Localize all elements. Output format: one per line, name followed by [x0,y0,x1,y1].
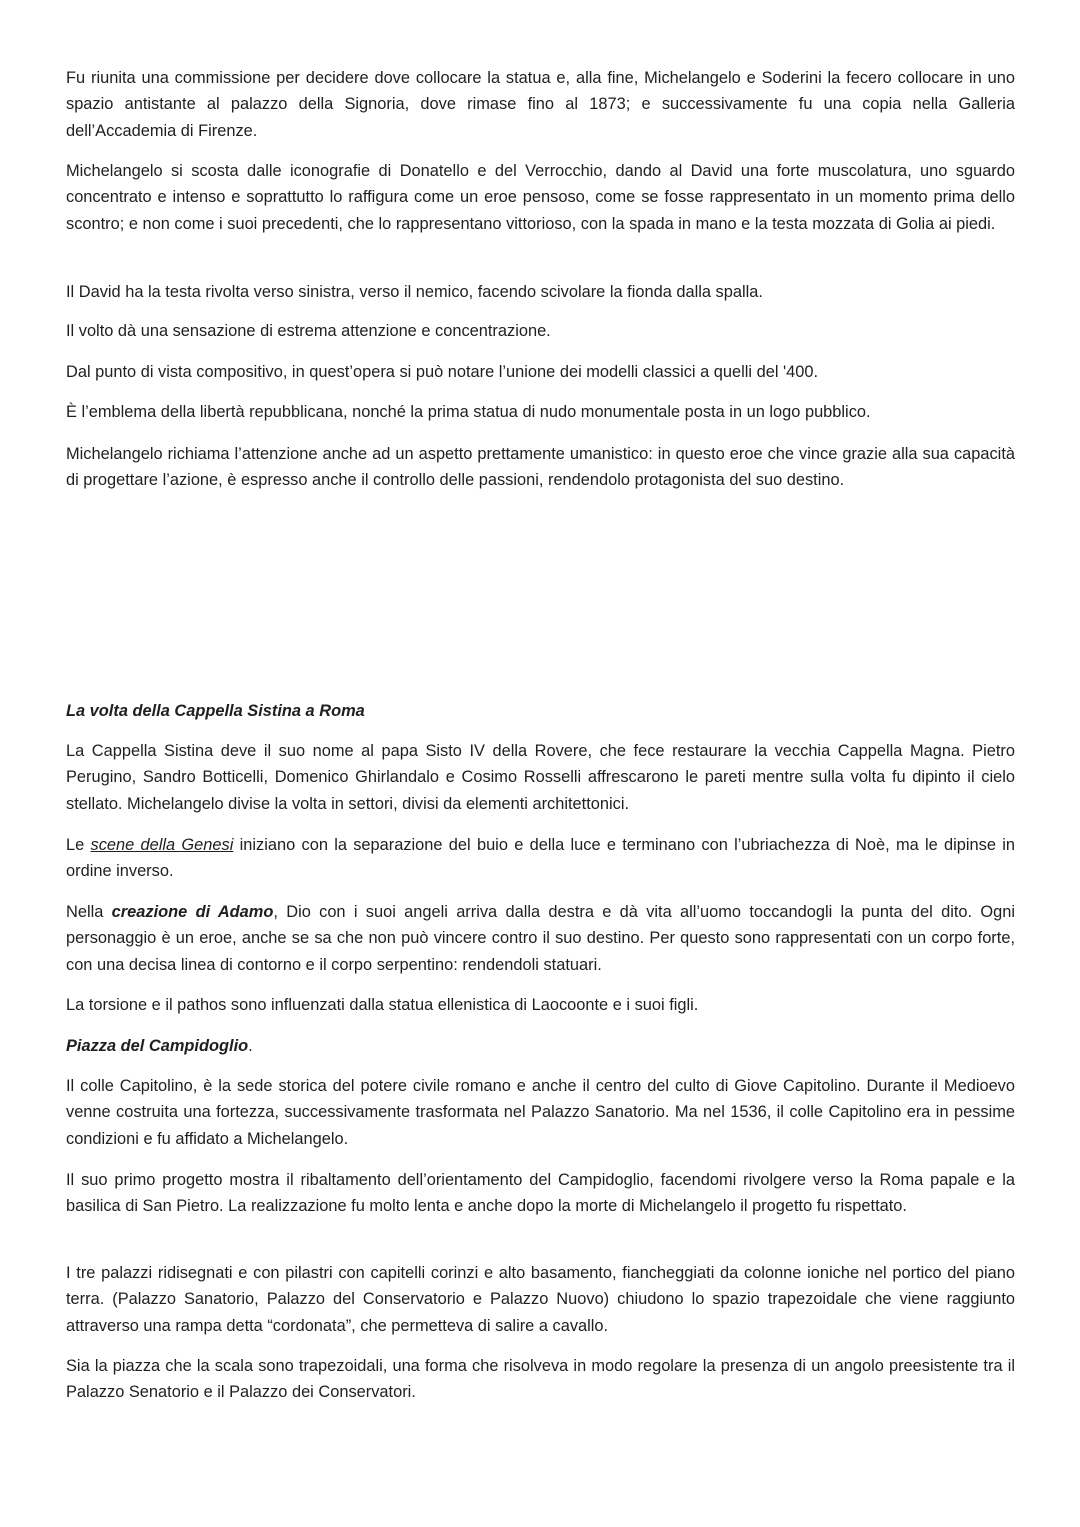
paragraph-laocoonte: La torsione e il pathos sono influenzati dalla statua ellenistica di Laocoonte e i suoi figli. [66,996,699,1014]
paragraph-commissione: Fu riunita una commissione per decidere dove collocare la statua e, alla fine, Michelangelo e Soderini la fecero collocare in uno spazio antistante al palazzo della Signoria, dove rimase fino al 1873; e successivamente fu una copia nella Galleria dell’Accademia di Firenze. [66,69,1015,140]
paragraph-genesi [66,832,1015,885]
section-heading-sistina: La volta della Cappella Sistina a Roma [66,702,365,720]
adamo-text-after: , Dio con i suoi angeli arriva dalla destra e dà vita all’uomo toccandogli la punta del dito. Ogni personaggio è un eroe, anche se sa che non può vincere contro il suo destino. Per questo sono rappresentati con un corpo forte, con una decisa linea di contorno e il corpo serpentino: rendendoli statuari. [66,903,1016,974]
paragraph-emblema: È l’emblema della libertà repubblicana, nonché la prima statua di nudo monumentale posta in un logo pubblico. [66,403,871,421]
paragraph-sistina-nome: La Cappella Sistina deve il suo nome al papa Sisto IV della Rovere, che fece restaurare la vecchia Cappella Magna. Pietro Perugino, Sandro Botticelli, Domenico Ghirlandalo e Cosimo Rosselli affrescarono le pareti mentre sulla volta fu dipinto il cielo stellato. Michelangelo divise la volta in settori, divisi da elementi architettonici. [66,742,1015,813]
paragraph-testa-rivolta: Il David ha la testa rivolta verso sinistra, verso il nemico, facendo scivolare la fionda dalla spalla. [66,283,763,301]
adamo-emphasis: creazione di Adamo [111,903,274,921]
campidoglio-heading-text: Piazza del Campidoglio [66,1037,249,1055]
paragraph-capitolino: Il colle Capitolino, è la sede storica del potere civile romano e anche il centro del culto di Giove Capitolino. Durante il Medioevo venne costruita una fortezza, successivamente trasformata nel Palazzo Sanatorio. Ma nel 1536, il colle Capitolino era in pessime condizioni e fu affidato a Michelangelo. [66,1077,1015,1148]
campidoglio-heading-period: . [248,1037,253,1055]
genesi-text-after: iniziano con la separazione del buio e della luce e terminano con l’ubriachezza di Noè, ma le dipinse in ordine inverso. [66,836,1015,881]
paragraph-trapezoidali: Sia la piazza che la scala sono trapezoidali, una forma che risolveva in modo regolare la presenza di un angolo preesistente tra il Palazzo Senatorio e il Palazzo dei Conservatori. [66,1357,1015,1402]
paragraph-creazione-adamo [66,899,1015,978]
paragraph-palazzi: I tre palazzi ridisegnati e con pilastri con capitelli corinzi e alto basamento, fiancheggiati da colonne ioniche nel portico del piano terra. (Palazzo Sanatorio, Palazzo del Conservatorio e Palazzo Nuovo) chiudono lo spazio trapezoidale che viene raggiunto attraverso una rampa detta “cordonata”, che permetteva di salire a cavallo. [66,1264,1015,1335]
paragraph-volto: Il volto dà una sensazione di estrema attenzione e concentrazione. [66,322,551,340]
paragraph-iconografie: Michelangelo si scosta dalle iconografie di Donatello e del Verrocchio, dando al David una forte muscolatura, uno sguardo concentrato e intenso e soprattutto lo raffigura come un eroe pensoso, come se fosse rappresentato in un momento prima dello scontro; e non come i suoi precedenti, che lo rappresentano vittorioso, con la spada in mano e la testa mozzata di Golia ai piedi. [66,162,1015,233]
section-heading-campidoglio [66,1033,1015,1059]
genesi-link: scene della Genesi [90,836,234,854]
adamo-text-before: Nella [66,903,112,921]
paragraph-umanistico: Michelangelo richiama l’attenzione anche ad un aspetto prettamente umanistico: in questo eroe che vince grazie alla sua capacità di progettare l’azione, è espresso anche il controllo delle passioni, rendendolo protagonista del suo destino. [66,445,1015,490]
genesi-text-before: Le [66,836,91,854]
paragraph-progetto: Il suo primo progetto mostra il ribaltamento dell’orientamento del Campidoglio, facendomi rivolgere verso la Roma papale e la basilica di San Pietro. La realizzazione fu molto lenta e anche dopo la morte di Michelangelo il progetto fu rispettato. [66,1171,1015,1216]
paragraph-compositivo: Dal punto di vista compositivo, in quest’opera si può notare l’unione dei modelli classici a quelli del '400. [66,363,819,381]
